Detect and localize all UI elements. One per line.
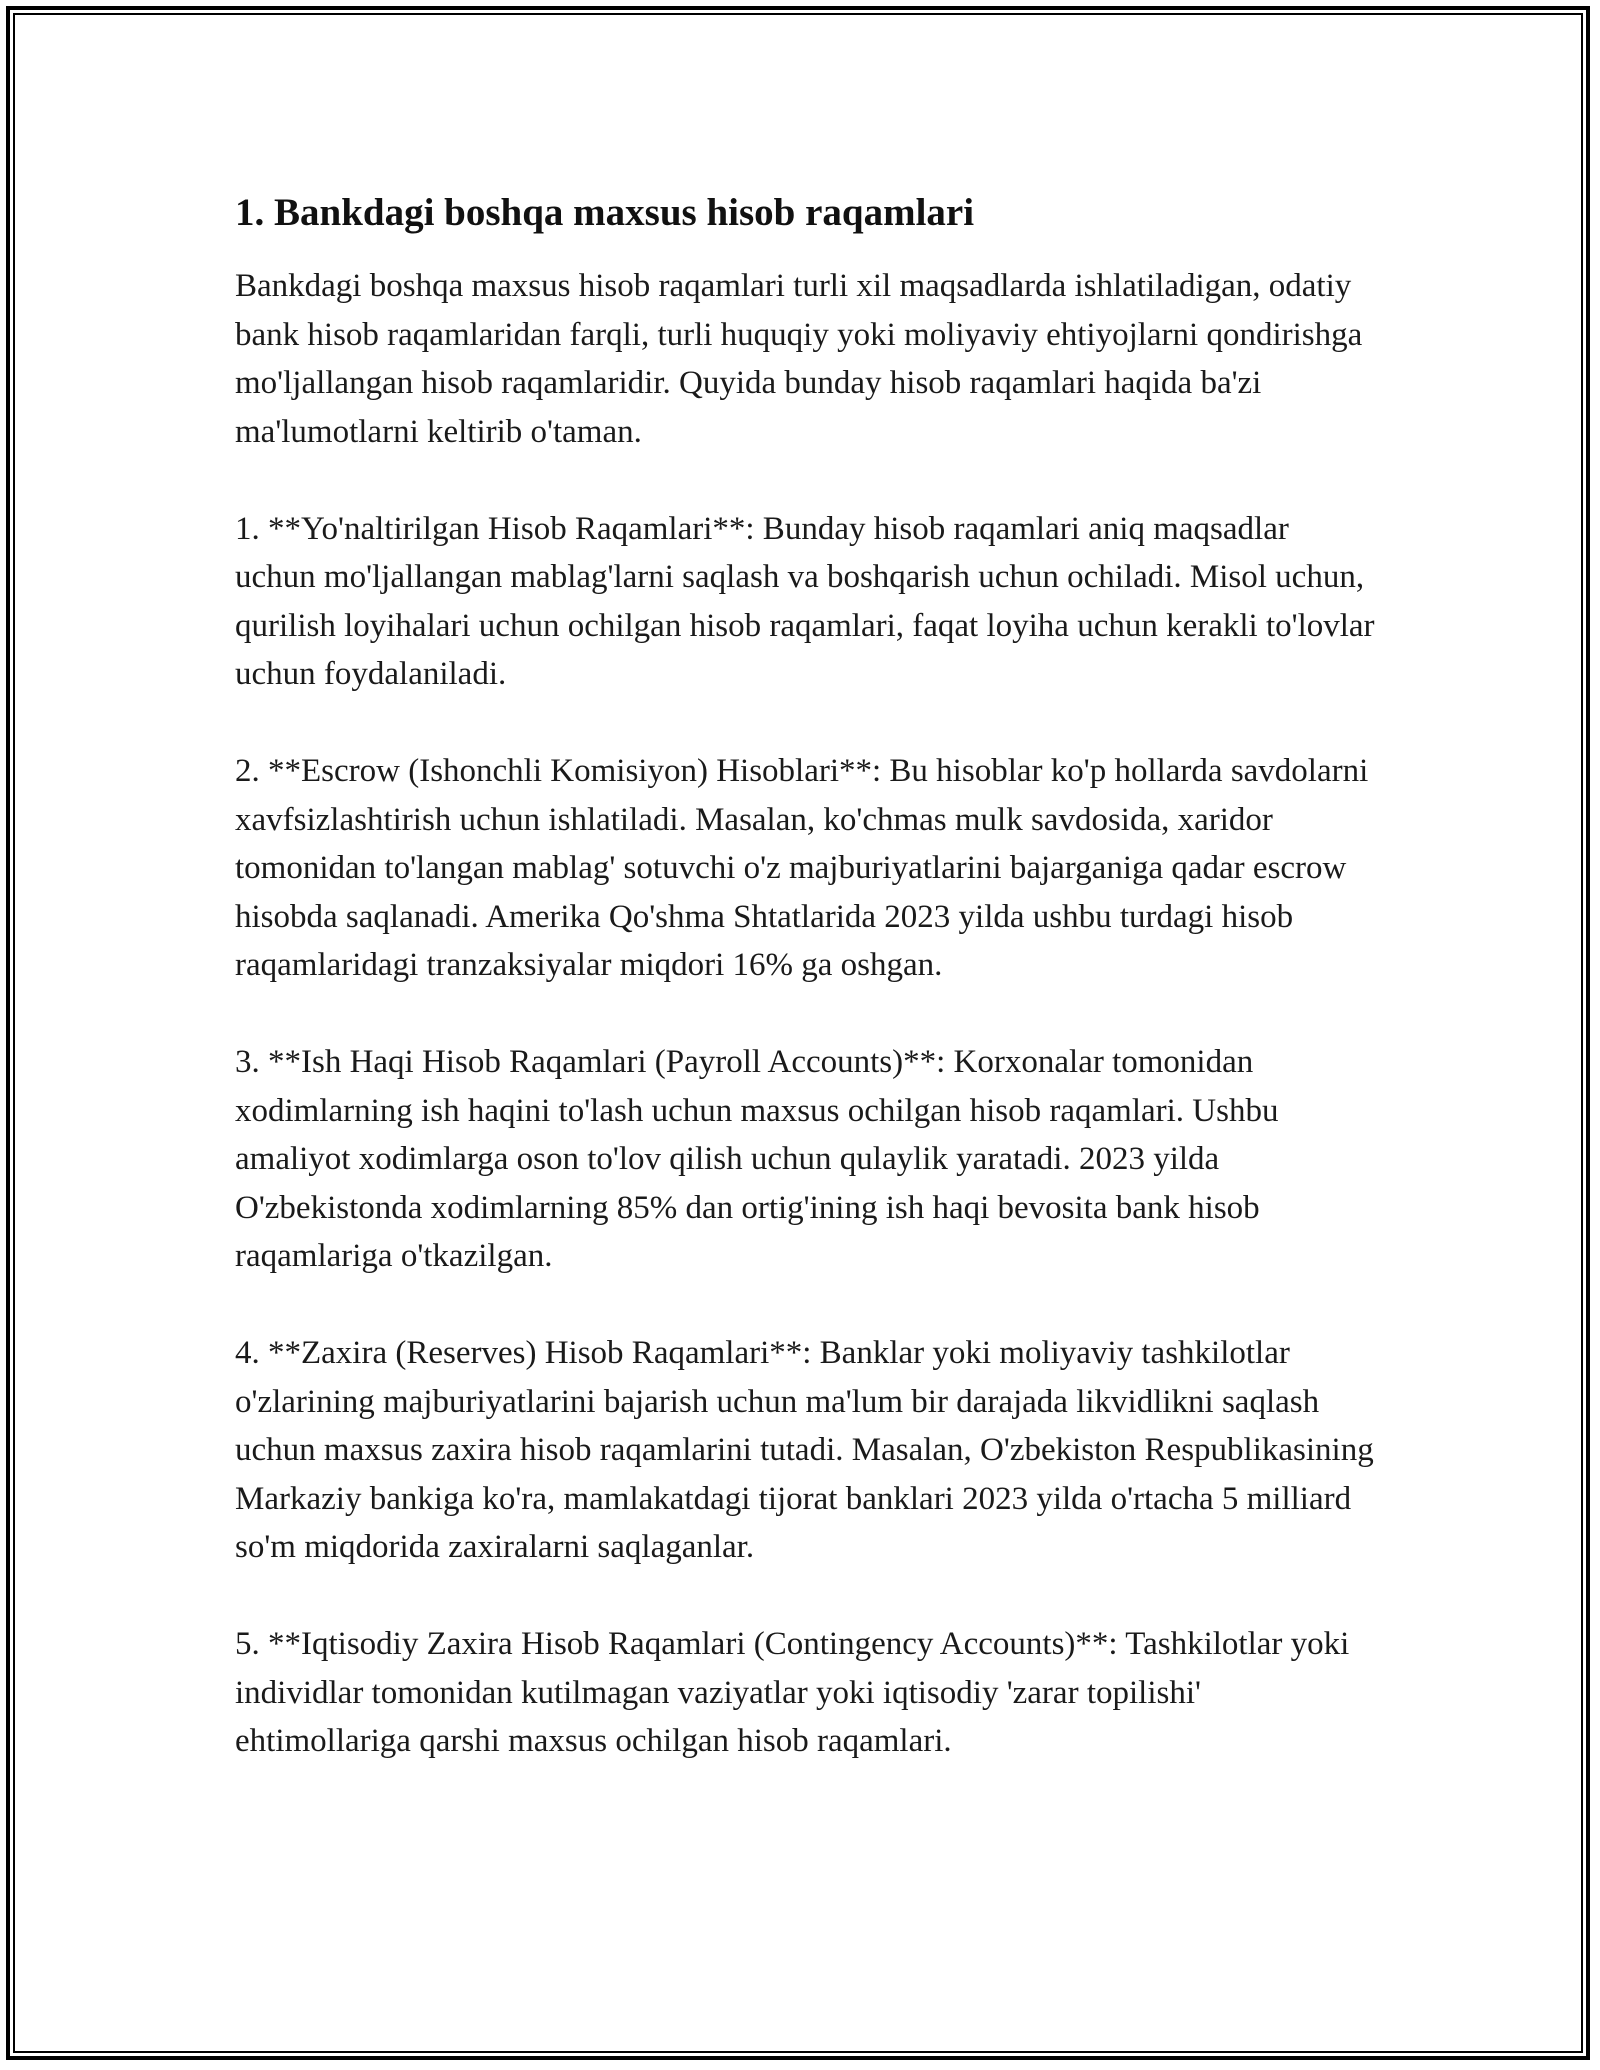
section-heading: 1. Bankdagi boshqa maxsus hisob raqamlari bbox=[235, 191, 975, 234]
intro-paragraph: Bankdagi boshqa maxsus hisob raqamlari turli xil maqsadlarda ishlatiladigan, odatiy bank hisob raqamlaridan farqli, turli huquqiy yoki moliyaviy ehtiyojlarni qondirishga mo'ljallangan hisob raqamlaridir. Quyida bunday hisob raqamlari haqida ba'zi ma'lumotlarni keltirib o'taman. bbox=[235, 268, 1363, 450]
document-body bbox=[235, 186, 1375, 1766]
list-item-reserve-accounts: 4. **Zaxira (Reserves) Hisob Raqamlari**: Banklar yoki moliyaviy tashkilotlar o'zlarining majburiyatlarini bajarish uchun ma'lum bir darajada likvidlikni saqlash uchun maxsus zaxira hisob raqamlarini tutadi. Masalan, O'zbekiston Respublikasining Markaziy bankiga ko'ra, mamlakatdagi tijorat banklari 2023 yilda o'rtacha 5 milliard so'm miqdorida zaxiralarni saqlaganlar. bbox=[235, 1335, 1374, 1565]
list-item-contingency-accounts: 5. **Iqtisodiy Zaxira Hisob Raqamlari (Contingency Accounts)**: Tashkilotlar yoki individlar tomonidan kutilmagan vaziyatlar yoki iqtisodiy 'zarar topilishi' ehtimollariga qarshi maxsus ochilgan hisob raqamlari. bbox=[235, 1626, 1350, 1759]
list-item-payroll-accounts: 3. **Ish Haqi Hisob Raqamlari (Payroll Accounts)**: Korxonalar tomonidan xodimlarning ish haqini to'lash uchun maxsus ochilgan hisob raqamlari. Ushbu amaliyot xodimlarga oson to'lov qilish uchun qulaylik yaratadi. 2023 yilda O'zbekistonda xodimlarning 85% dan ortig'ining ish haqi bevosita bank hisob raqamlariga o'tkazilgan. bbox=[235, 1044, 1279, 1274]
list-item-escrow-accounts: 2. **Escrow (Ishonchli Komisiyon) Hisoblari**: Bu hisoblar ko'p hollarda savdolarni xavfsizlashtirish uchun ishlatiladi. Masalan, ko'chmas mulk savdosida, xaridor tomonidan to'langan mablag' sotuvchi o'z majburiyatlarini bajarganiga qadar escrow hisobda saqlanadi. Amerika Qo'shma Shtatlarida 2023 yilda ushbu turdagi hisob raqamlaridagi tranzaksiyalar miqdori 16% ga oshgan. bbox=[235, 753, 1369, 983]
list-item-directed-accounts: 1. **Yo'naltirilgan Hisob Raqamlari**: Bunday hisob raqamlari aniq maqsadlar uchun mo'ljallangan mablag'larni saqlash va boshqarish uchun ochiladi. Misol uchun, qurilish loyihalari uchun ochilgan hisob raqamlari, faqat loyiha uchun kerakli to'lovlar uchun foydalaniladi. bbox=[235, 510, 1375, 692]
